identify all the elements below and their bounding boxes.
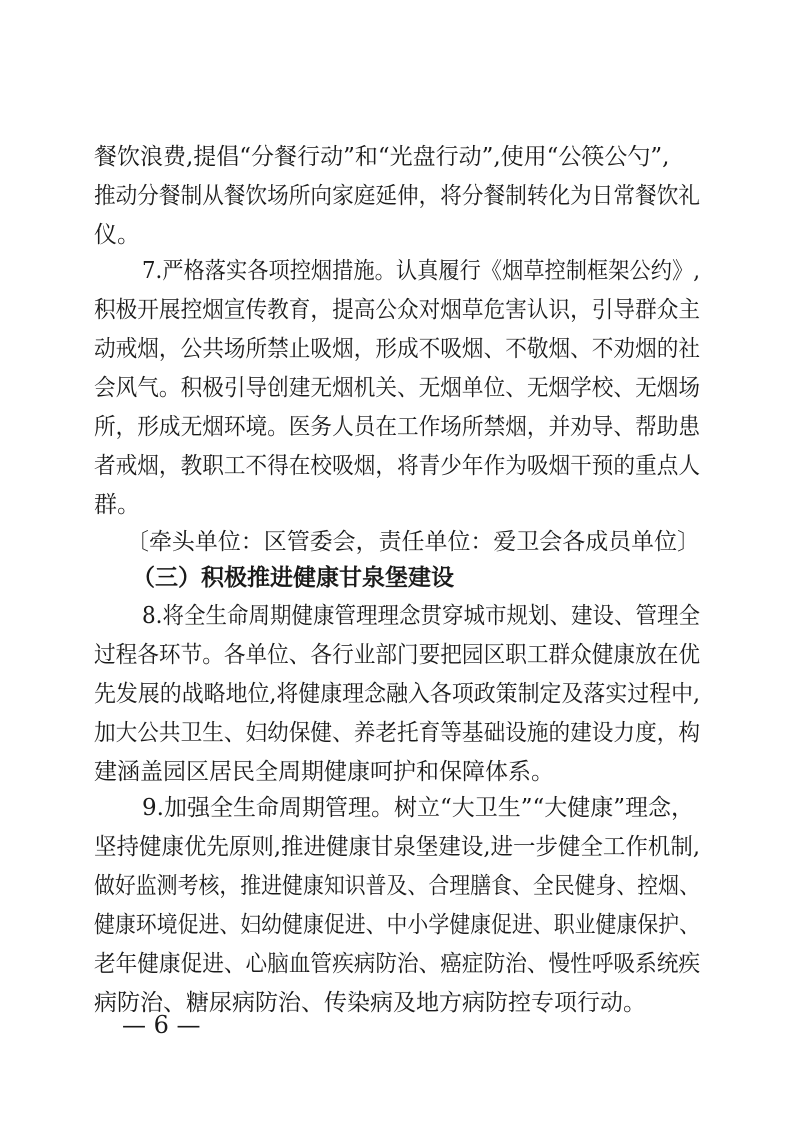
text-line-content: 先发展的战略地位,将健康理念融入各项政策制定及落实过程中, — [94, 681, 701, 707]
text-line-content: 8.将全生命周期健康管理理念贯穿城市规划、建设、管理全 — [142, 603, 700, 629]
text-line-content: 会风气。积极引导创建无烟机关、无烟单位、无烟学校、无烟场 — [94, 375, 701, 401]
text-line-content: 9.加强全生命周期管理。树立“大卫生”“大健康”理念， — [142, 795, 694, 821]
text-line-content: 病防治、糖尿病防治、传染病及地方病防控专项行动。 — [94, 990, 646, 1016]
text-line-content: 加大公共卫生、妇幼保健、养老托育等基础设施的建设力度，构 — [94, 720, 701, 746]
text-line-content: 者戒烟，教职工不得在校吸烟，将青少年作为吸烟干预的重点人 — [94, 453, 701, 479]
text-line-content: 健康环境促进、妇幼健康促进、中小学健康促进、职业健康保护、 — [94, 912, 700, 938]
text-line-content: 群。 — [94, 492, 140, 518]
text-line-content: 坚持健康优先原则,推进健康甘泉堡建设,进一步健全工作机制, — [94, 834, 700, 860]
text-line-content: 建涵盖园区居民全周期健康呵护和保障体系。 — [94, 759, 554, 785]
text-line-content: 〔牵头单位：区管委会，责任单位：爱卫会各成员单位〕 — [126, 529, 701, 555]
page-number: — 6 — — [122, 1011, 201, 1039]
text-line-content: 仪。 — [94, 222, 140, 248]
text-line-content: 推动分餐制从餐饮场所向家庭延伸，将分餐制转化为日常餐饮礼 — [94, 183, 701, 209]
text-line-content: 7.严格落实各项控烟措施。认真履行《烟草控制框架公约》, — [142, 258, 700, 284]
section-heading-text: （三）积极推进健康甘泉堡建设 — [132, 565, 454, 591]
text-line-content: 积极开展控烟宣传教育，提高公众对烟草危害认识，引导群众主 — [94, 297, 701, 323]
text-line-content: 所，形成无烟环境。医务人员在工作场所禁烟，并劝导、帮助患 — [94, 414, 701, 440]
text-line-content: 动戒烟，公共场所禁止吸烟，形成不吸烟、不敬烟、不劝烟的社 — [94, 336, 701, 362]
text-line-content: 做好监测考核，推进健康知识普及、合理膳食、全民健身、控烟、 — [94, 873, 700, 899]
text-line-content: 餐饮浪费,提倡“分餐行动”和“光盘行动”,使用“公筷公勺”, — [94, 144, 670, 170]
text-line-content: 老年健康促进、心脑血管疾病防治、癌症防治、慢性呼吸系统疾 — [94, 951, 701, 977]
text-line-content: 过程各环节。各单位、各行业部门要把园区职工群众健康放在优 — [94, 642, 701, 668]
